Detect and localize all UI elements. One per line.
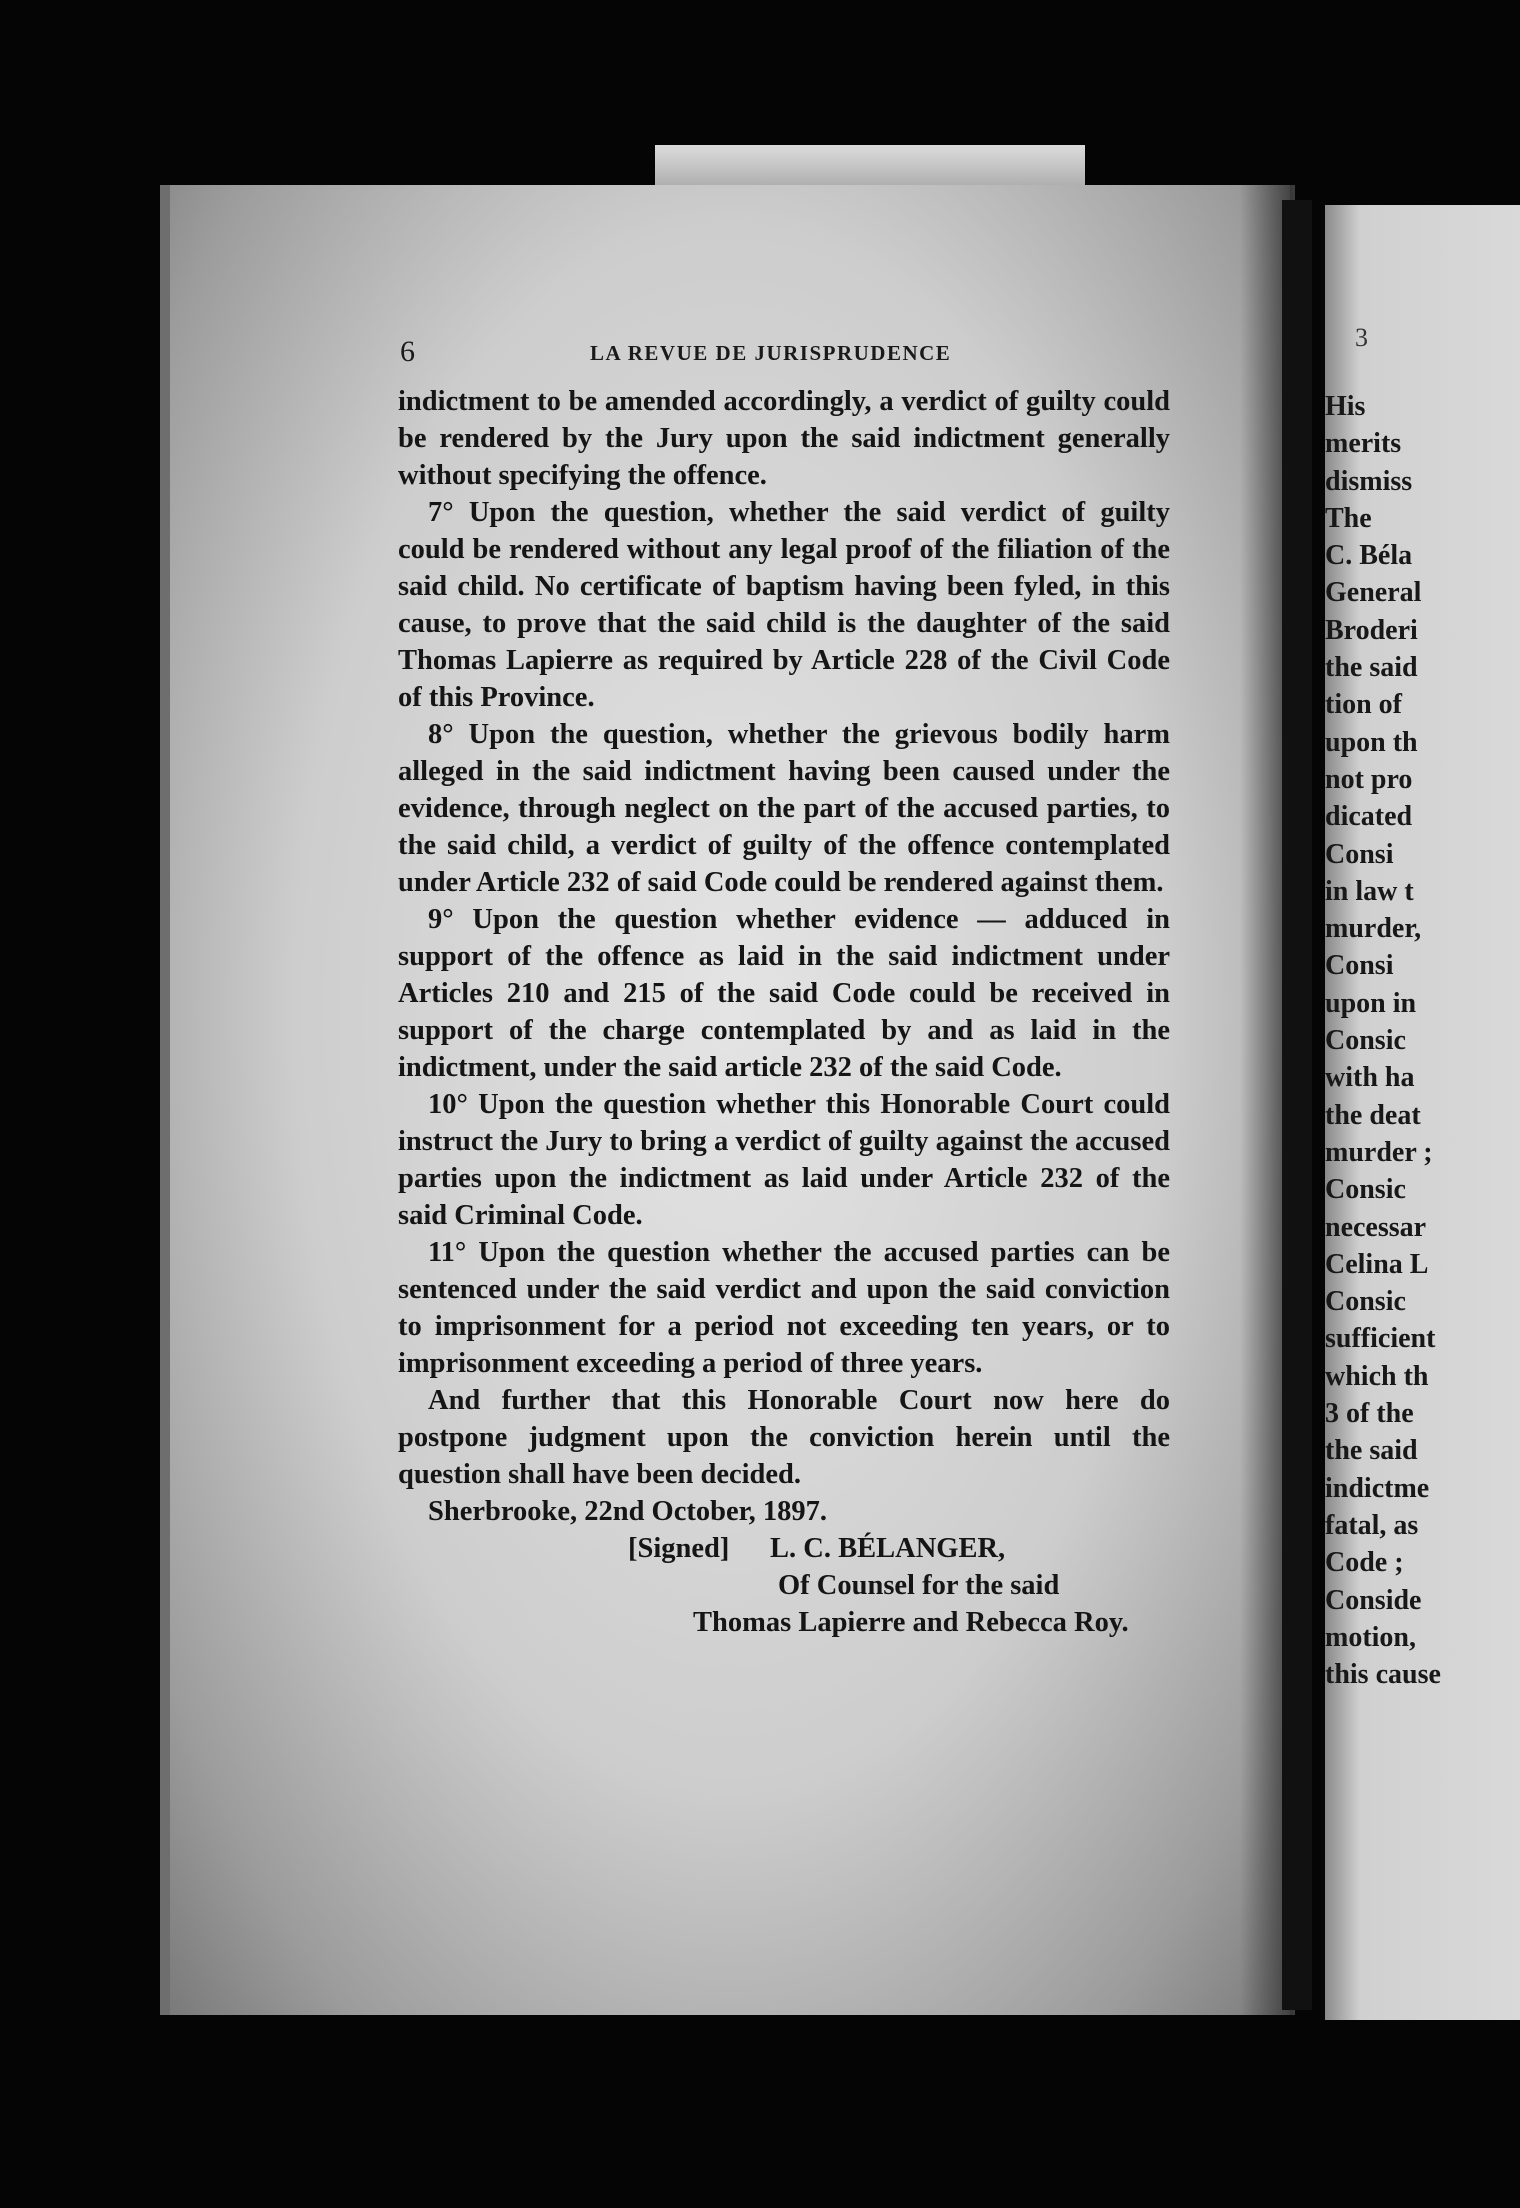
client-names: Thomas Lapierre and Rebecca Roy.: [693, 1607, 1129, 1638]
paragraph-closing: And further that this Honorable Court now here do postpone judgment upon the conviction herein until the question shall have been decided.: [398, 1385, 1170, 1490]
facing-page-line: the said: [1325, 652, 1418, 684]
facing-page-line: Broderi: [1325, 614, 1418, 646]
page-number: 6: [400, 335, 415, 368]
facing-page-line: Consic: [1325, 1286, 1406, 1318]
paragraph-point-8: 8° Upon the question, whether the grievous bodily harm alleged in the said indictment having been caused under the evidence, through neglect on the part of the accused parties, to the said child, a verdict of guilty of the offence contemplated under Article 232 of said Code could be rendered against them.: [398, 719, 1170, 898]
facing-page-line: necessar: [1325, 1211, 1427, 1243]
facing-page-text: [1325, 388, 1520, 1693]
page-body: [398, 383, 1170, 1641]
facing-page-line: dismiss: [1325, 465, 1413, 497]
facing-page-line: dicated: [1325, 801, 1413, 833]
facing-page-line: Consic: [1325, 1025, 1406, 1057]
facing-page-line: with ha: [1325, 1062, 1415, 1094]
counsel-for: Of Counsel for the said: [778, 1570, 1060, 1601]
facing-page-line: His: [1325, 391, 1366, 422]
facing-page-line: indictme: [1325, 1472, 1430, 1504]
facing-page-line: the deat: [1325, 1099, 1421, 1131]
facing-page-line: not pro: [1325, 763, 1413, 795]
facing-page-line: C. Béla: [1325, 540, 1413, 572]
facing-page-line: Celina L: [1325, 1248, 1429, 1280]
facing-page-line: murder ;: [1325, 1136, 1433, 1168]
facing-page-line: upon th: [1325, 726, 1418, 758]
facing-page-line: 3 of the: [1325, 1398, 1414, 1430]
running-head: [400, 335, 1190, 375]
book-spine: [1282, 200, 1312, 2010]
signed-label: [Signed]: [628, 1533, 730, 1564]
facing-page-line: murder,: [1325, 913, 1422, 945]
facing-page-line: Code ;: [1325, 1547, 1404, 1579]
paragraph-continuation: indictment to be amended accordingly, a verdict of guilty could be rendered by the Jury upon the said indictment generally without specifying the offence.: [398, 386, 1170, 491]
facing-page-line: The: [1325, 502, 1372, 534]
facing-page-line: the said: [1325, 1435, 1418, 1467]
facing-page-line: Consic: [1325, 1174, 1406, 1206]
facing-page-line: in law t: [1325, 875, 1414, 907]
facing-page-line: sufficient: [1325, 1323, 1436, 1355]
facing-page-line: fatal, as: [1325, 1509, 1419, 1541]
paragraph-point-9: 9° Upon the question whether evidence — adduced in support of the offence as laid in the said indictment under Articles 210 and 215 of the said Code could be received in support of the charge contemplated by and as laid in the indictment, under the said article 232 of the said Code.: [398, 904, 1170, 1083]
facing-page-line: Consi: [1325, 838, 1394, 870]
dateline: Sherbrooke, 22nd October, 1897.: [428, 1496, 828, 1527]
journal-title: LA REVUE DE JURISPRUDENCE: [590, 341, 952, 365]
counsel-name: L. C. BÉLANGER,: [770, 1533, 1006, 1564]
signature-block: [398, 1530, 1170, 1641]
facing-page-line: Conside: [1325, 1584, 1422, 1616]
facing-page-line: tion of: [1325, 689, 1402, 721]
facing-page: [1325, 205, 1520, 2020]
paragraph-point-10: 10° Upon the question whether this Honorable Court could instruct the Jury to bring a verdict of guilty against the accused parties upon the indictment as laid under Article 232 of the said Criminal Code.: [398, 1089, 1170, 1231]
facing-page-line: which th: [1325, 1360, 1429, 1392]
facing-page-line: motion,: [1325, 1621, 1416, 1653]
facing-page-line: Consi: [1325, 950, 1394, 982]
paragraph-point-7: 7° Upon the question, whether the said verdict of guilty could be rendered without any legal proof of the filiation of the said child. No certificate of baptism having been fyled, in this cause, to prove that the said child is the daughter of the said Thomas Lapierre as required by Article 228 of the Civil Code of this Province.: [398, 497, 1170, 713]
facing-page-line: merits: [1325, 428, 1402, 460]
facing-page-mark: 3: [1355, 323, 1368, 352]
facing-page-line: this cause: [1325, 1659, 1441, 1691]
facing-page-line: upon in: [1325, 987, 1417, 1019]
facing-page-line: General: [1325, 577, 1422, 609]
paragraph-point-11: 11° Upon the question whether the accused parties can be sentenced under the said verdict and upon the said conviction to imprisonment for a period not exceeding ten years, or to imprisonment exceeding a period of three years.: [398, 1237, 1170, 1379]
